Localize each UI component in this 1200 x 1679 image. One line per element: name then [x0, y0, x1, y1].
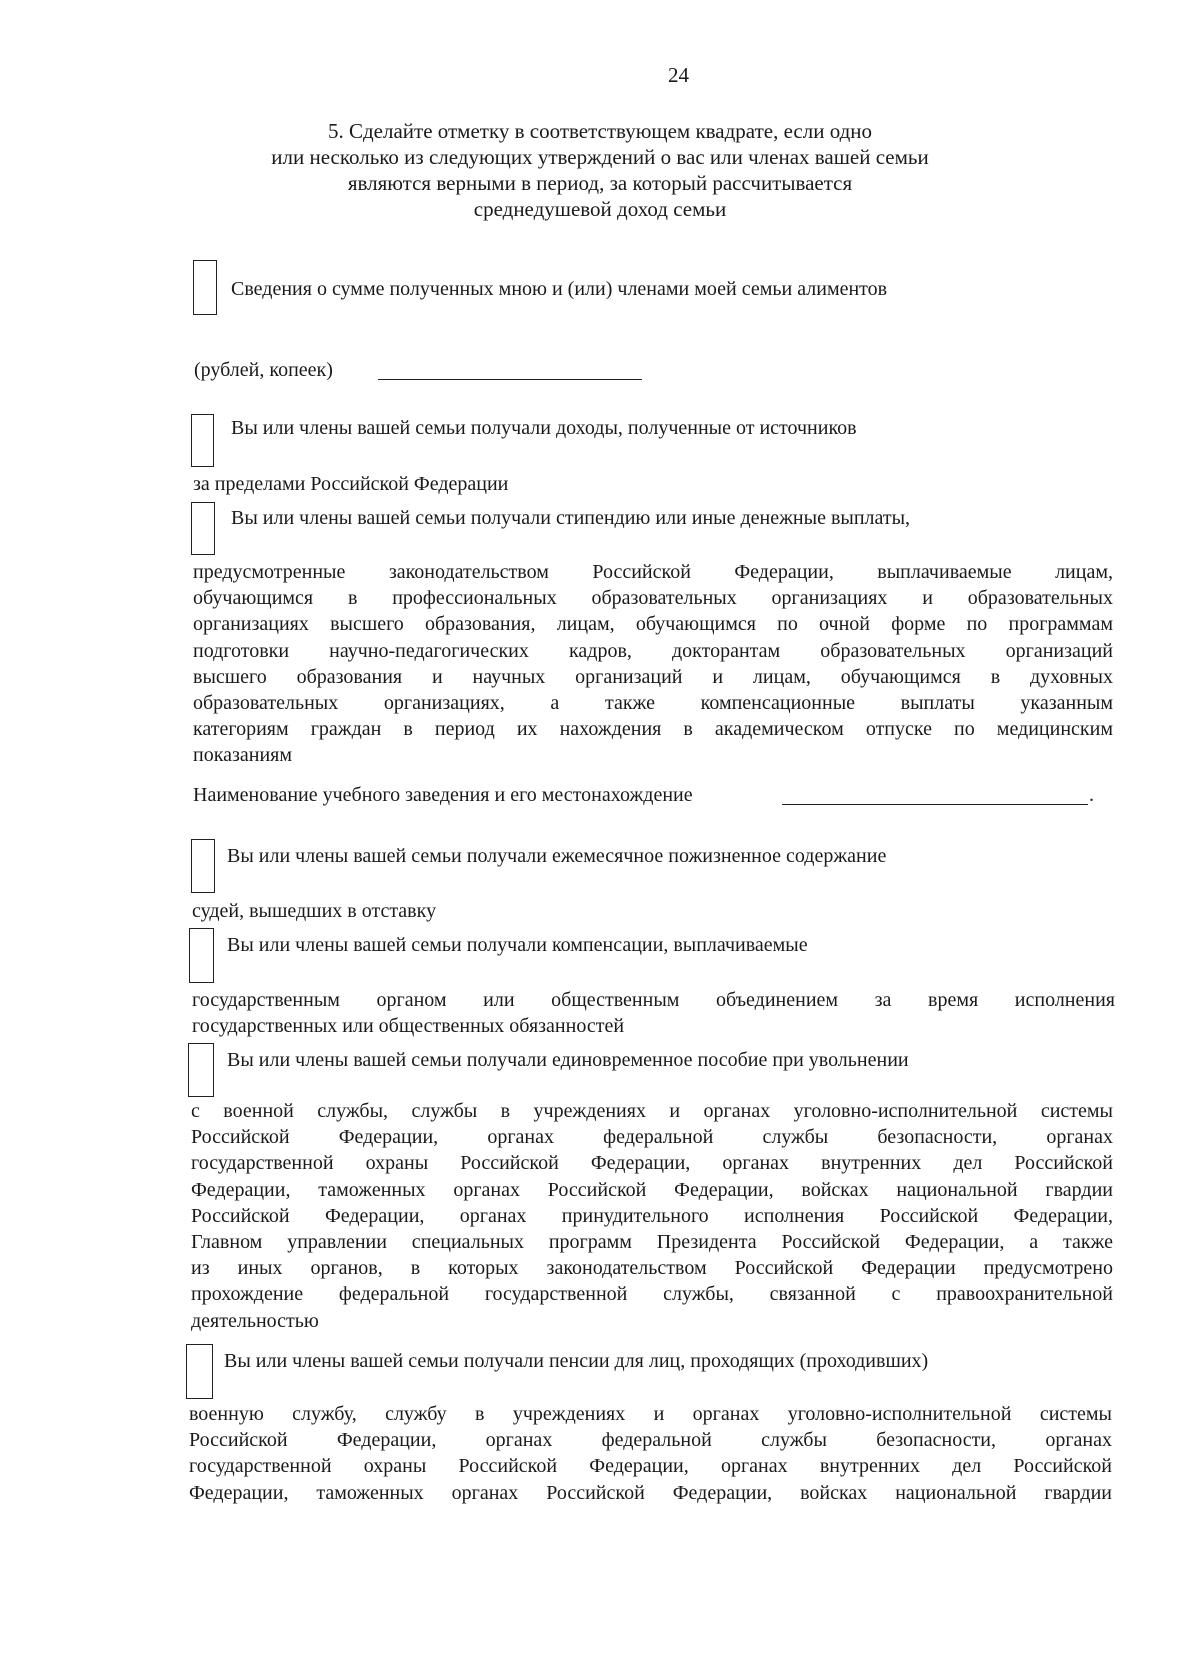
checkbox-compensation[interactable]	[189, 928, 214, 983]
section-heading	[250, 118, 950, 222]
item-judges-continuation: судей, вышедших в отставку	[192, 900, 437, 922]
paragraph-line: предусмотренные законодательством Российской Федерации, выплачиваемые лицам,	[193, 561, 1113, 583]
checkbox-judges[interactable]	[191, 839, 215, 893]
paragraph-line: организациях высшего образования, лицам, обучающимся по очной форме по программам	[193, 613, 1113, 636]
paragraph-line: с военной службы, службы в учреждениях и органах уголовно-исполнительной системы	[191, 1100, 1113, 1122]
institution-end-period: .	[1089, 784, 1094, 806]
heading-line: среднедушевой доход семьи	[473, 197, 727, 221]
heading-line: являются верными в период, за который рассчитывается	[347, 171, 853, 195]
paragraph-line: государственной охраны Российской Федерации, органах внутренних дел Российской	[189, 1455, 1112, 1478]
paragraph-line: государственной охраны Российской Федерации, органах внутренних дел Российской	[191, 1152, 1113, 1175]
checkbox-dismissal[interactable]	[188, 1043, 214, 1097]
checkbox-pension[interactable]	[186, 1344, 213, 1399]
item-foreign-income-text: Вы или члены вашей семьи получали доходы, полученные от источников	[231, 417, 857, 439]
item-pension-continuation	[189, 1401, 1112, 1506]
paragraph-line: обучающимся в профессиональных образовательных организациях и образовательных	[193, 587, 1113, 610]
paragraph-line: военную службу, службу в учреждениях и органах уголовно-исполнительной системы	[189, 1403, 1112, 1425]
item-judges-text: Вы или члены вашей семьи получали ежемесячное пожизненное содержание	[227, 845, 887, 867]
paragraph-line: Федерации, таможенных органах Российской Федерации, войсках национальной гвардии	[189, 1481, 1112, 1504]
paragraph-line: из иных органов, в которых законодательством Российской Федерации предусмотрено	[191, 1257, 1113, 1280]
paragraph-line: подготовки научно-педагогических кадров, докторантам образовательных организаций	[193, 639, 1113, 662]
item-pension-text: Вы или члены вашей семьи получали пенсии для лиц, проходящих (проходивших)	[224, 1350, 929, 1372]
paragraph-line: Российской Федерации, органах федеральной службы безопасности, органах	[189, 1429, 1112, 1452]
paragraph-line: образовательных организациях, а также компенсационные выплаты указанным	[193, 691, 1113, 714]
item-dismissal-text: Вы или члены вашей семьи получали единовременное пособие при увольнении	[227, 1049, 909, 1071]
alimony-amount-label: (рублей, копеек)	[194, 359, 333, 381]
item-stipend-text: Вы или члены вашей семьи получали стипендию или иные денежные выплаты,	[231, 507, 911, 529]
institution-label: Наименование учебного заведения и его местонахождение	[193, 784, 693, 806]
item-stipend-continuation	[193, 559, 1113, 769]
paragraph-line: Федерации, таможенных органах Российской Федерации, войсках национальной гвардии	[191, 1178, 1113, 1201]
paragraph-line: деятельностью	[191, 1309, 319, 1332]
paragraph-line: государственным органом или общественным объединением за время исполнения	[192, 989, 1115, 1011]
paragraph-line: показаниям	[193, 744, 293, 767]
institution-field[interactable]	[782, 804, 1088, 805]
paragraph-line: категориям граждан в период их нахождения в академическом отпуске по медицинским	[193, 718, 1113, 741]
heading-line: или несколько из следующих утверждений о вас или членах вашей семьи	[271, 145, 929, 169]
item-compensation-continuation	[192, 987, 1115, 1039]
page-number: 24	[668, 63, 689, 87]
checkbox-alimony[interactable]	[193, 260, 217, 315]
alimony-amount-field[interactable]	[378, 379, 642, 380]
item-dismissal-continuation	[191, 1098, 1113, 1334]
paragraph-line: Российской Федерации, органах федеральной службы безопасности, органах	[191, 1126, 1113, 1149]
item-alimony-text: Сведения о сумме полученных мною и (или) членами моей семьи алиментов	[231, 278, 888, 300]
paragraph-line: государственных или общественных обязанностей	[192, 1015, 625, 1038]
checkbox-stipend[interactable]	[191, 502, 215, 555]
checkbox-foreign-income[interactable]	[191, 414, 214, 467]
item-compensation-text: Вы или члены вашей семьи получали компенсации, выплачиваемые	[227, 934, 808, 956]
paragraph-line: прохождение федеральной государственной службы, связанной с правоохранительной	[191, 1283, 1113, 1306]
item-foreign-income-continuation: за пределами Российской Федерации	[193, 473, 509, 495]
paragraph-line: Главном управлении специальных программ Президента Российской Федерации, а также	[191, 1230, 1113, 1253]
paragraph-line: высшего образования и научных организаций и лицам, обучающимся в духовных	[193, 665, 1113, 688]
paragraph-line: Российской Федерации, органах принудительного исполнения Российской Федерации,	[191, 1204, 1113, 1227]
heading-line: 5. Сделайте отметку в соответствующем квадрате, если одно	[327, 119, 873, 143]
